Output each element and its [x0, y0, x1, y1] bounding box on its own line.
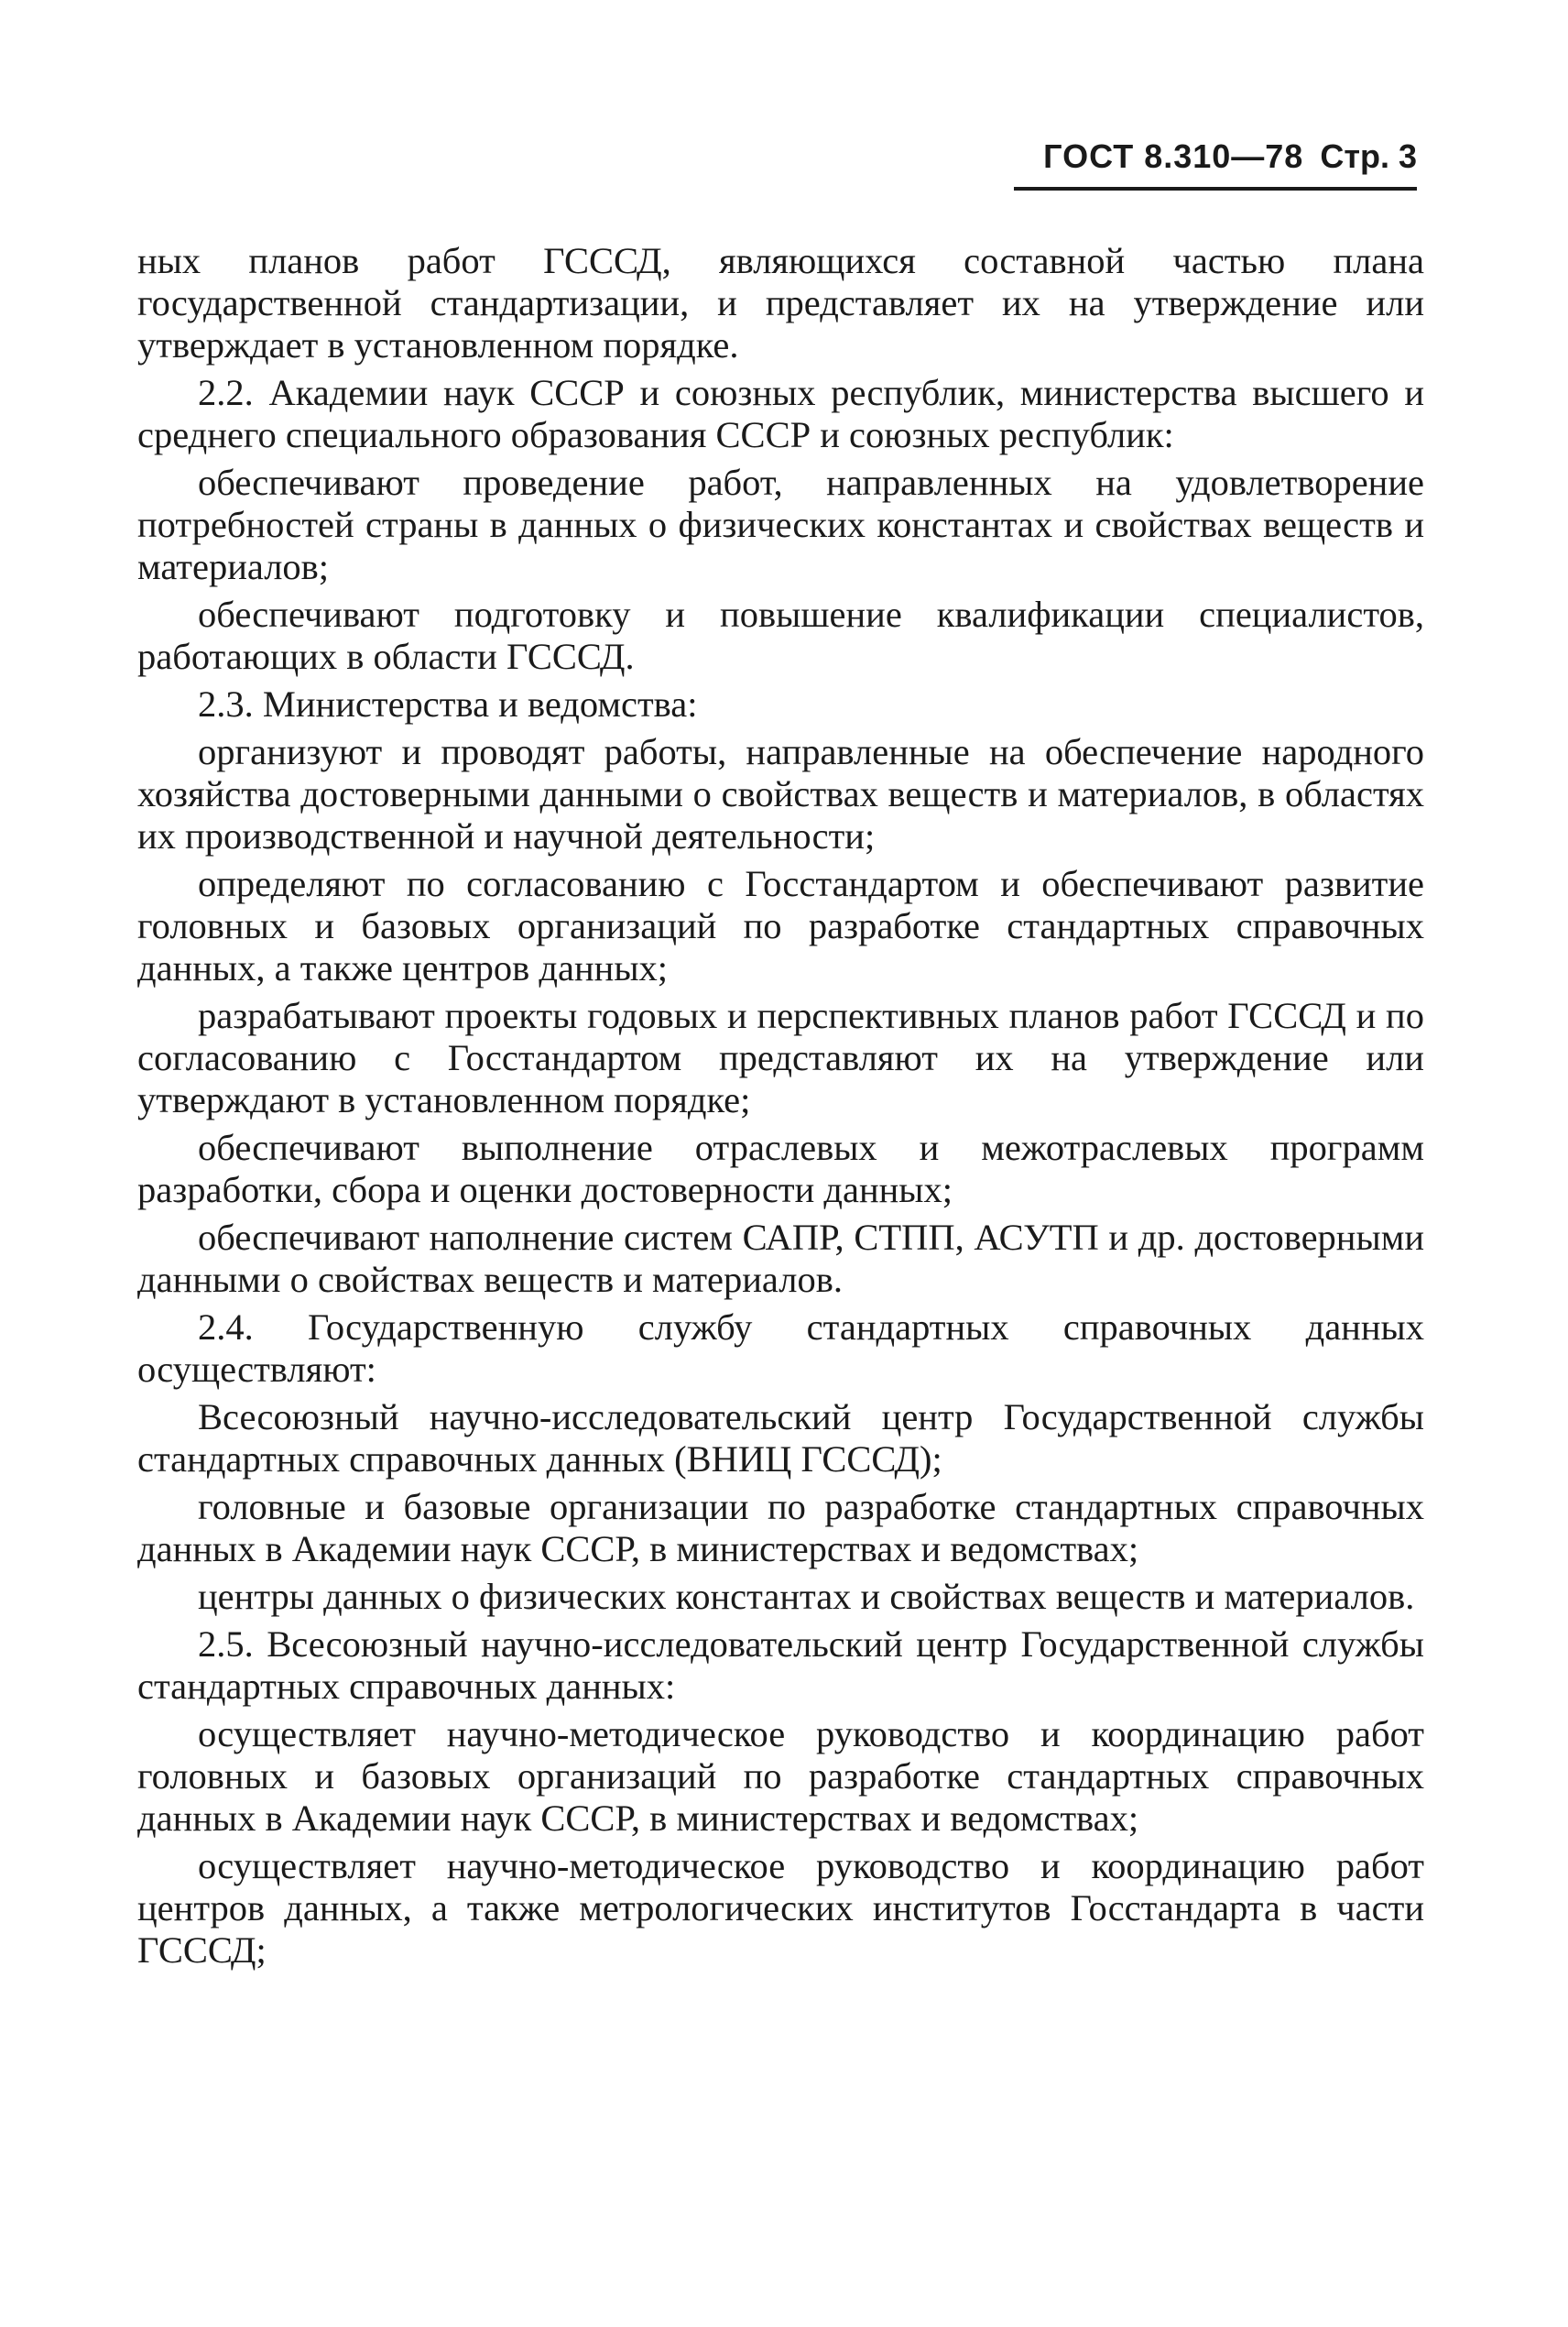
paragraph: определяют по согласованию с Госстандартом и обеспечивают развитие головных и базовых организаций по разработке стандартных справочных данных, а также центров данных; [137, 863, 1424, 989]
document-body [137, 240, 1424, 1977]
paragraph: Всесоюзный научно-исследовательский центр Государственной службы стандартных справочных данных (ВНИЦ ГСССД); [137, 1396, 1424, 1480]
page-number: Стр. 3 [1320, 137, 1417, 175]
paragraph: ных планов работ ГСССД, являющихся составной частью плана государственной стандартизации, и представляет их на утверждение или утверждает в установленном порядке. [137, 240, 1424, 366]
paragraph: разрабатывают проекты годовых и перспективных планов работ ГСССД и по согласованию с Госстандартом представляют их на утверждение или утверждают в установленном порядке; [137, 995, 1424, 1120]
paragraph: организуют и проводят работы, направленные на обеспечение народного хозяйства достоверными данными о свойствах веществ и материалов, в областях их производственной и научной деятельности; [137, 731, 1424, 857]
section-2-2: 2.2. Академии наук СССР и союзных республик, министерства высшего и среднего специального образования СССР и союзных республик: [137, 372, 1424, 455]
paragraph: обеспечивают выполнение отраслевых и межотраслевых программ разработки, сбора и оценки достоверности данных; [137, 1127, 1424, 1210]
section-2-5: 2.5. Всесоюзный научно-исследовательский центр Государственной службы стандартных справочных данных: [137, 1623, 1424, 1707]
document-id: ГОСТ 8.310—78 [1043, 137, 1304, 175]
page-header [1014, 137, 1417, 191]
paragraph: головные и базовые организации по разработке стандартных справочных данных в Академии наук СССР, в министерствах и ведомствах; [137, 1486, 1424, 1569]
section-2-3: 2.3. Министерства и ведомства: [198, 683, 698, 725]
paragraph: центры данных о физических константах и свойствах веществ и материалов. [198, 1576, 1415, 1617]
paragraph: осуществляет научно-методическое руководство и координацию работ центров данных, а также метрологических институтов Госстандарта в части ГСССД; [137, 1845, 1424, 1971]
paragraph: обеспечивают наполнение систем САПР, СТПП, АСУТП и др. достоверными данными о свойствах веществ и материалов. [137, 1217, 1424, 1300]
section-2-4: 2.4. Государственную службу стандартных справочных данных осуществляют: [137, 1306, 1424, 1390]
paragraph: обеспечивают проведение работ, направленных на удовлетворение потребностей страны в данных о физических константах и свойствах веществ и материалов; [137, 462, 1424, 587]
paragraph: обеспечивают подготовку и повышение квалификации специалистов, работающих в области ГСССД. [137, 594, 1424, 677]
paragraph: осуществляет научно-методическое руководство и координацию работ головных и базовых организаций по разработке стандартных справочных данных в Академии наук СССР, в министерствах и ведомствах; [137, 1713, 1424, 1839]
